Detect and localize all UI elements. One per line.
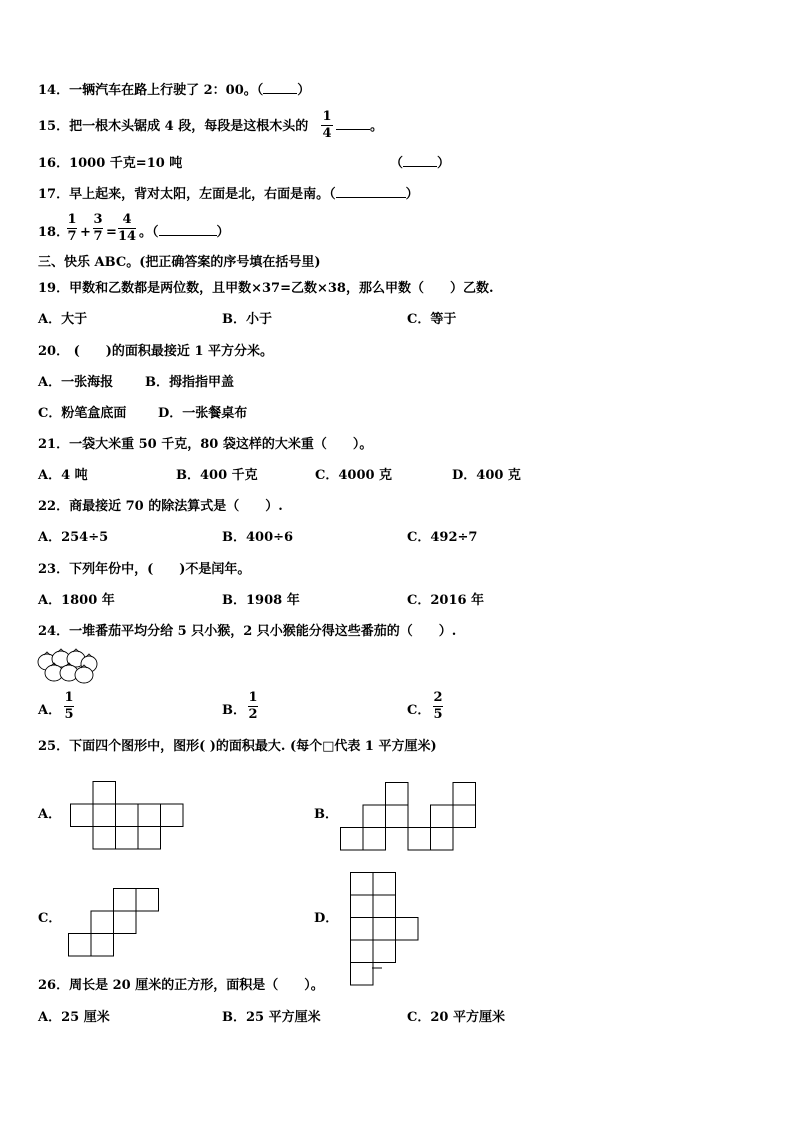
fraction-one-quarter [321, 110, 333, 141]
tomato-pile-image [36, 646, 100, 686]
fraction-2-5: 2 5 [433, 690, 443, 722]
option-a[interactable]: A． [38, 703, 62, 718]
answer-blank[interactable] [159, 235, 217, 236]
answer-blank[interactable] [263, 93, 297, 94]
question-text: 1000 千克=10 吨 [69, 156, 183, 171]
question-number: 16． [38, 156, 70, 171]
unit-square [453, 805, 476, 828]
option-b[interactable]: B．拇指指甲盖 [145, 375, 234, 390]
close-paren: ） [405, 187, 419, 202]
question-15 [38, 119, 308, 135]
unit-square [71, 804, 94, 827]
unit-square [396, 918, 419, 941]
fraction-1-2: 1 2 [248, 690, 258, 722]
unit-square [386, 783, 409, 806]
numerator: 1 [322, 109, 332, 124]
fraction-4-14: 4 14 [118, 212, 137, 244]
option-a[interactable]: A．一张海报 [38, 375, 114, 390]
unit-square [386, 805, 409, 828]
option-b[interactable]: B．1908 年 [222, 593, 300, 608]
question-number: 15． [38, 119, 70, 134]
q18-tail: 。（ ） [139, 225, 230, 240]
unit-square [373, 940, 396, 963]
unit-square [431, 805, 454, 828]
question-14 [38, 83, 310, 99]
option-b[interactable]: B．400 千克 [176, 468, 258, 483]
close-paren: ） [437, 156, 451, 171]
unit-square [373, 918, 396, 941]
option-d[interactable]: D． [314, 911, 339, 926]
question-23: 23．下列年份中，( )不是闰年。 [38, 562, 251, 577]
q15-tail [336, 119, 383, 135]
question-16 [38, 156, 182, 172]
unit-square [69, 934, 92, 957]
equals-sign: = [106, 225, 117, 240]
option-c[interactable]: C．2016 年 [407, 593, 485, 608]
unit-square [351, 940, 374, 963]
option-a[interactable]: A．4 吨 [38, 468, 88, 483]
question-22: 22．商最接近 70 的除法算式是（ ）. [38, 499, 283, 514]
unit-square [373, 873, 396, 896]
option-b[interactable]: B．400÷6 [222, 530, 294, 545]
question-number: 14． [38, 83, 70, 98]
option-d[interactable]: D．400 克 [452, 468, 521, 483]
option-b[interactable]: B．25 平方厘米 [222, 1010, 321, 1025]
option-d[interactable]: D．一张餐桌布 [158, 406, 248, 421]
option-b[interactable]: B． [222, 703, 246, 718]
unit-square [341, 828, 364, 851]
unit-square [161, 804, 184, 827]
question-21: 21．一袋大米重 50 千克，80 袋这样的大米重（ ）。 [38, 437, 373, 452]
option-c[interactable]: C．4000 克 [315, 468, 393, 483]
option-c[interactable]: C．等于 [407, 312, 457, 327]
option-b[interactable]: B．小于 [222, 312, 272, 327]
unit-square [116, 804, 139, 827]
option-a[interactable]: A．1800 年 [38, 593, 115, 608]
option-c[interactable]: C．20 平方厘米 [407, 1010, 505, 1025]
fraction-1-7: 1 7 [67, 212, 77, 244]
figure-c-squares [68, 888, 162, 958]
fraction-3-7: 3 7 [93, 212, 103, 244]
period: 。 [370, 119, 384, 134]
figure-b-squares [340, 782, 478, 852]
unit-square [138, 827, 161, 850]
denominator: 4 [322, 126, 332, 141]
option-c[interactable]: C． [407, 703, 431, 718]
unit-square [114, 889, 137, 912]
question-text: 一辆汽车在路上行驶了 2：00。（ [69, 83, 264, 98]
unit-square [351, 963, 374, 986]
question-17 [38, 187, 419, 203]
section-heading: 三、快乐 ABC。(把正确答案的序号填在括号里) [38, 255, 321, 270]
unit-square [91, 934, 114, 957]
figure-a-squares [70, 781, 186, 851]
unit-square [363, 805, 386, 828]
unit-square [114, 911, 137, 934]
unit-square [351, 895, 374, 918]
question-text: 早上起来，背对太阳，左面是北，右面是南。（ [69, 187, 336, 202]
unit-square [136, 889, 159, 912]
unit-square [93, 782, 116, 805]
question-24: 24．一堆番茄平均分给 5 只小猴，2 只小猴能分得这些番茄的（ ）. [38, 624, 457, 639]
unit-square [431, 828, 454, 851]
answer-blank[interactable] [403, 166, 437, 167]
option-a[interactable]: A．大于 [38, 312, 88, 327]
option-a[interactable]: A． [38, 807, 62, 822]
question-text: 把一根木头锯成 4 段，每段是这根木头的 [69, 119, 309, 134]
plus-sign: + [80, 225, 91, 240]
option-b[interactable]: B． [314, 807, 338, 822]
question-20: 20． ( )的面积最接近 1 平方分米。 [38, 344, 274, 359]
unit-square [351, 873, 374, 896]
unit-square [408, 828, 431, 851]
figure-d-squares [350, 872, 422, 972]
question-26: 26．周长是 20 厘米的正方形，面积是（ ）。 [38, 978, 324, 993]
option-a[interactable]: A．25 厘米 [38, 1010, 110, 1025]
option-c[interactable]: C．粉笔盒底面 [38, 406, 127, 421]
answer-blank[interactable] [336, 129, 370, 130]
open-paren: （ [390, 156, 404, 171]
question-number: 17． [38, 187, 70, 202]
option-c[interactable]: C．492÷7 [407, 530, 478, 545]
unit-square [373, 895, 396, 918]
unit-square [91, 911, 114, 934]
option-a[interactable]: A．254÷5 [38, 530, 109, 545]
q16-answer [390, 156, 450, 172]
unit-square [93, 827, 116, 850]
question-18-number: 18． [38, 225, 70, 240]
close-paren: ） [297, 83, 311, 98]
unit-square [116, 827, 139, 850]
question-25: 25．下面四个图形中，图形( )的面积最大. (每个□代表 1 平方厘米) [38, 739, 437, 754]
unit-square [138, 804, 161, 827]
unit-square [363, 828, 386, 851]
unit-square [93, 804, 116, 827]
option-c[interactable]: C． [38, 911, 62, 926]
unit-square [351, 918, 374, 941]
unit-square [453, 783, 476, 806]
answer-blank[interactable] [336, 197, 406, 198]
question-19: 19．甲数和乙数都是两位数，且甲数×37=乙数×38，那么甲数（ ）乙数. [38, 281, 494, 296]
fraction-1-5: 1 5 [64, 690, 74, 722]
